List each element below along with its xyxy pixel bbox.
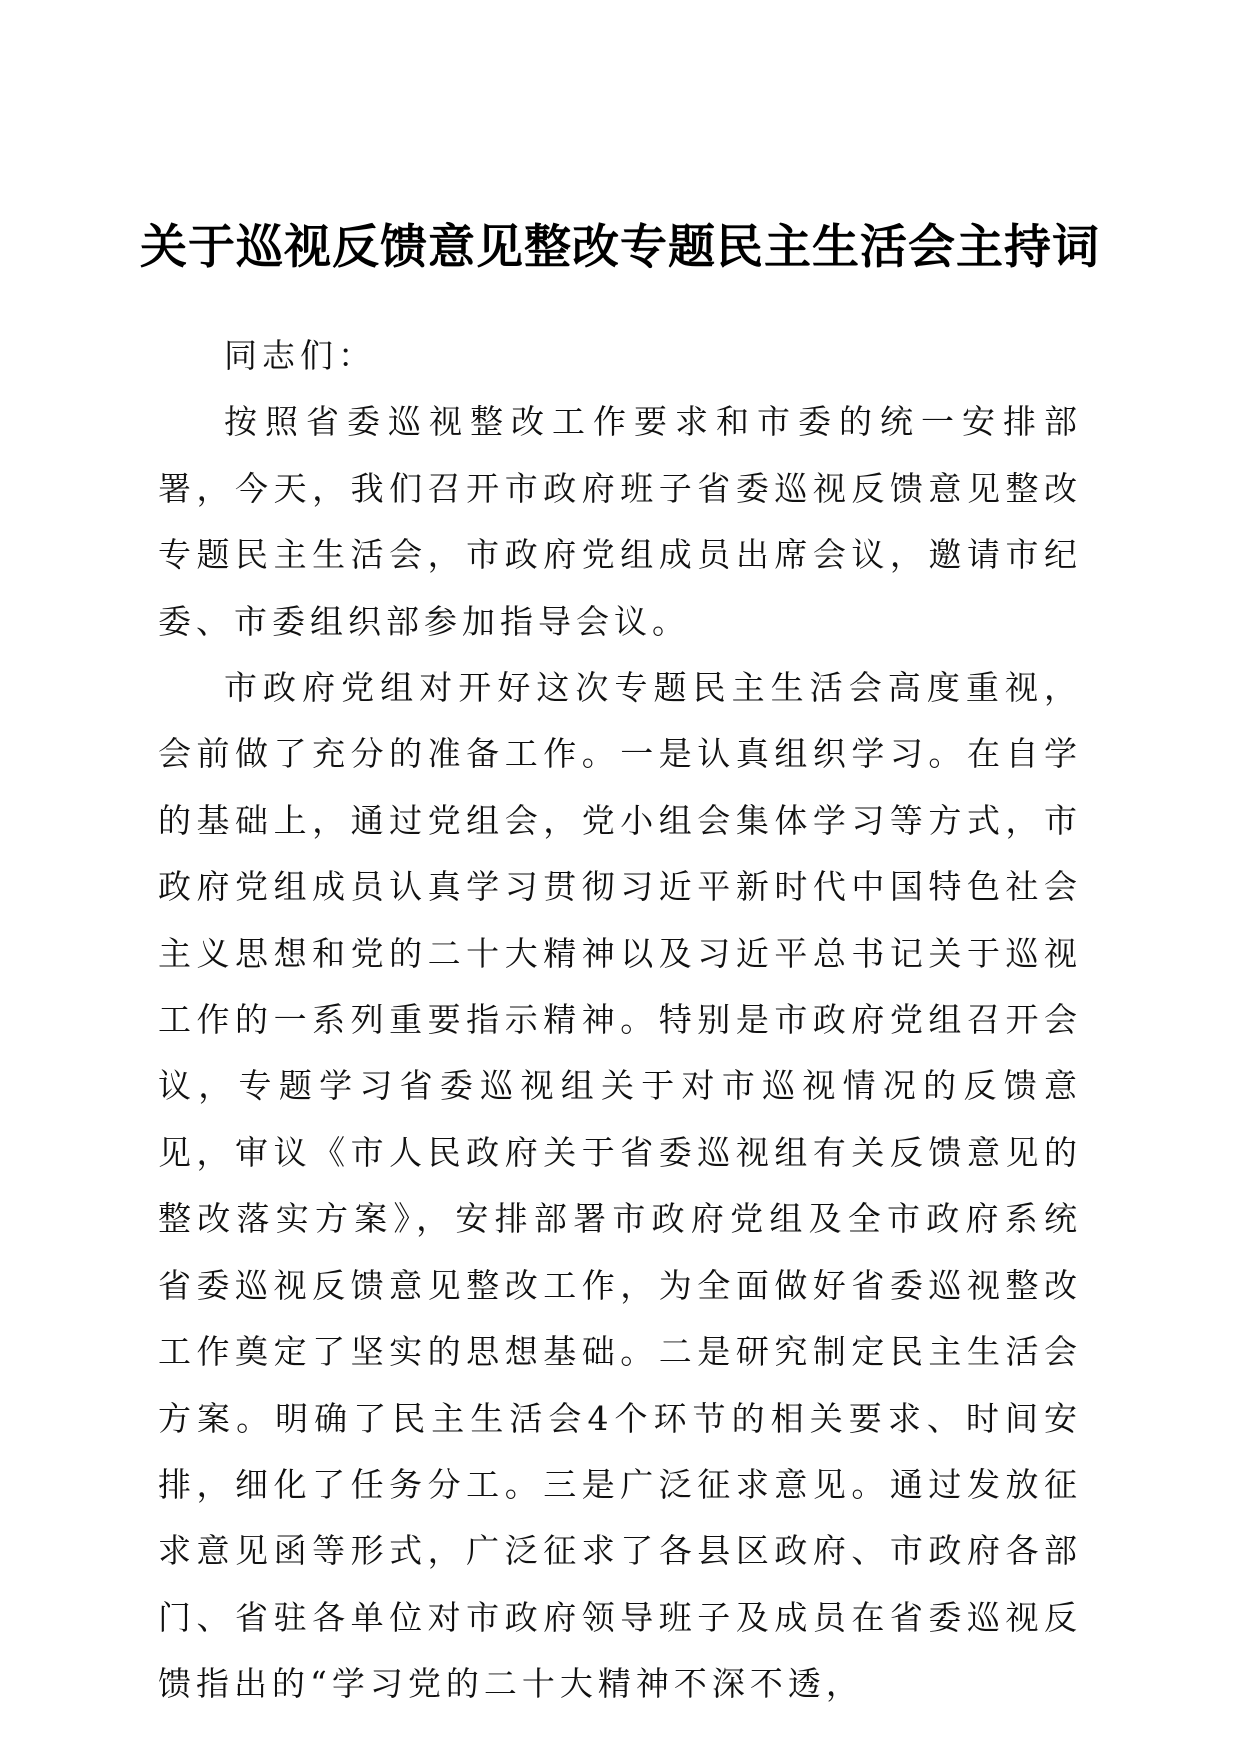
document-title: 关于巡视反馈意见整改专题民主生活会主持词 — [140, 220, 1100, 275]
salutation-paragraph: 同志们： — [224, 336, 376, 375]
preparation-paragraph: 市政府党组对开好这次专题民主生活会高度重视，会前做了充分的准备工作。一是认真组织学习。在自学的基础上，通过党组会，党小组会集体学习等方式，市政府党组成员认真学习贯彻习近平新时代中国特色社会主义思想和党的二十大精神以及习近平总书记关于巡视工作的一系列重要指示精神。特别是市政府党组召开会议，专题学习省委巡视组关于对市巡视情况的反馈意见，审议《市人民政府关于省委巡视组有关反馈意见的整改落实方案》，安排部署市政府党组及全市政府系统省委巡视反馈意见整改工作，为全面做好省委巡视整改工作奠定了坚实的思想基础。二是研究制定民主生活会方案。明确了民主生活会4个环节的相关要求、时间安排，细化了任务分工。三是广泛征求意见。通过发放征求意见函等形式，广泛征求了各县区政府、市政府各部门、省驻各单位对市政府领导班子及成员在省委巡视反馈指出的“学习党的二十大精神不深不透， — [158, 668, 1082, 1704]
document-body — [158, 323, 1082, 1718]
intro-paragraph: 按照省委巡视整改工作要求和市委的统一安排部署，今天，我们召开市政府班子省委巡视反馈意见整改专题民主生活会，市政府党组成员出席会议，邀请市纪委、市委组织部参加指导会议。 — [158, 402, 1082, 641]
